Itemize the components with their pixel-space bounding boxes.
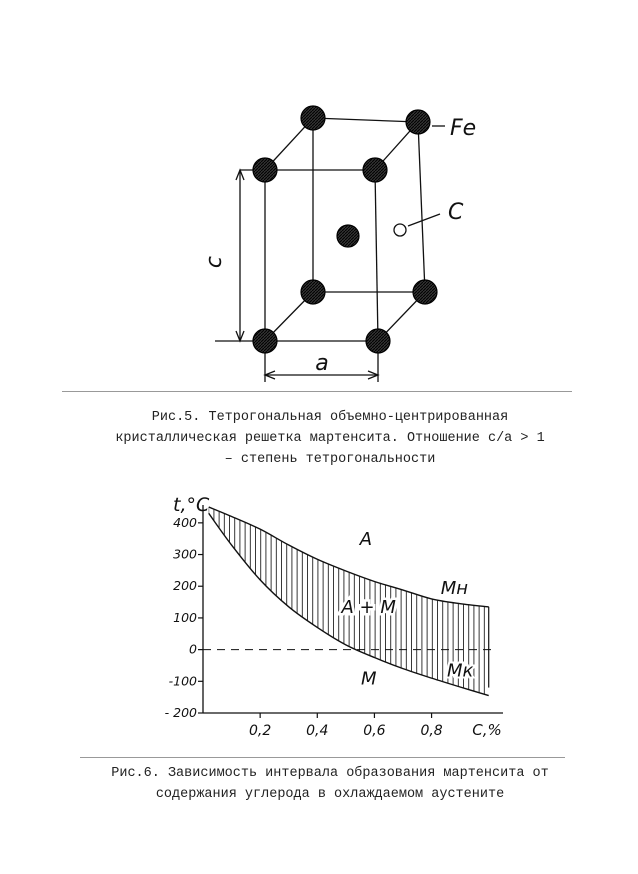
x-tick-label: 0,2 [249,723,272,739]
c-dimension-label: c [202,255,227,269]
figure6-caption [60,763,600,805]
region-label: M [360,668,377,690]
caption-line: – степень тетрогональности [224,452,436,467]
y-tick-label: 400 [173,514,197,530]
y-tick-label: 300 [173,546,197,562]
x-tick-label: 0,4 [306,723,329,739]
y-axis-label: t,°C [173,494,210,516]
y-tick-label: - 200 [164,705,197,720]
y-tick-label: 100 [173,609,197,625]
y-tick-label: 200 [173,578,197,594]
series-label: Мн [440,578,469,600]
caption-line: кристаллическая решетка мартенсита. Отношение c/a > 1 [115,431,545,446]
separator-line [80,757,565,758]
x-axis-label: C,% [472,721,502,739]
region-label: A + M [341,597,396,619]
y-tick-label: -100 [168,673,197,689]
caption-line: содержания углерода в охлаждаемом аустените [155,787,505,802]
caption-line: Рис.6. Зависимость интервала образования мартенсита от [111,766,549,781]
caption-line: Рис.5. Тетрогональная объемно-центрированная [151,410,509,425]
carbon-label: C [448,200,464,225]
y-tick-label: 0 [189,641,197,657]
series-label: Мк [446,660,474,682]
fe-label: Fe [450,116,477,141]
a-dimension-label: a [315,351,329,376]
x-tick-label: 0,6 [363,723,386,739]
region-label: A [359,529,373,551]
x-tick-label: 0,8 [420,723,443,739]
